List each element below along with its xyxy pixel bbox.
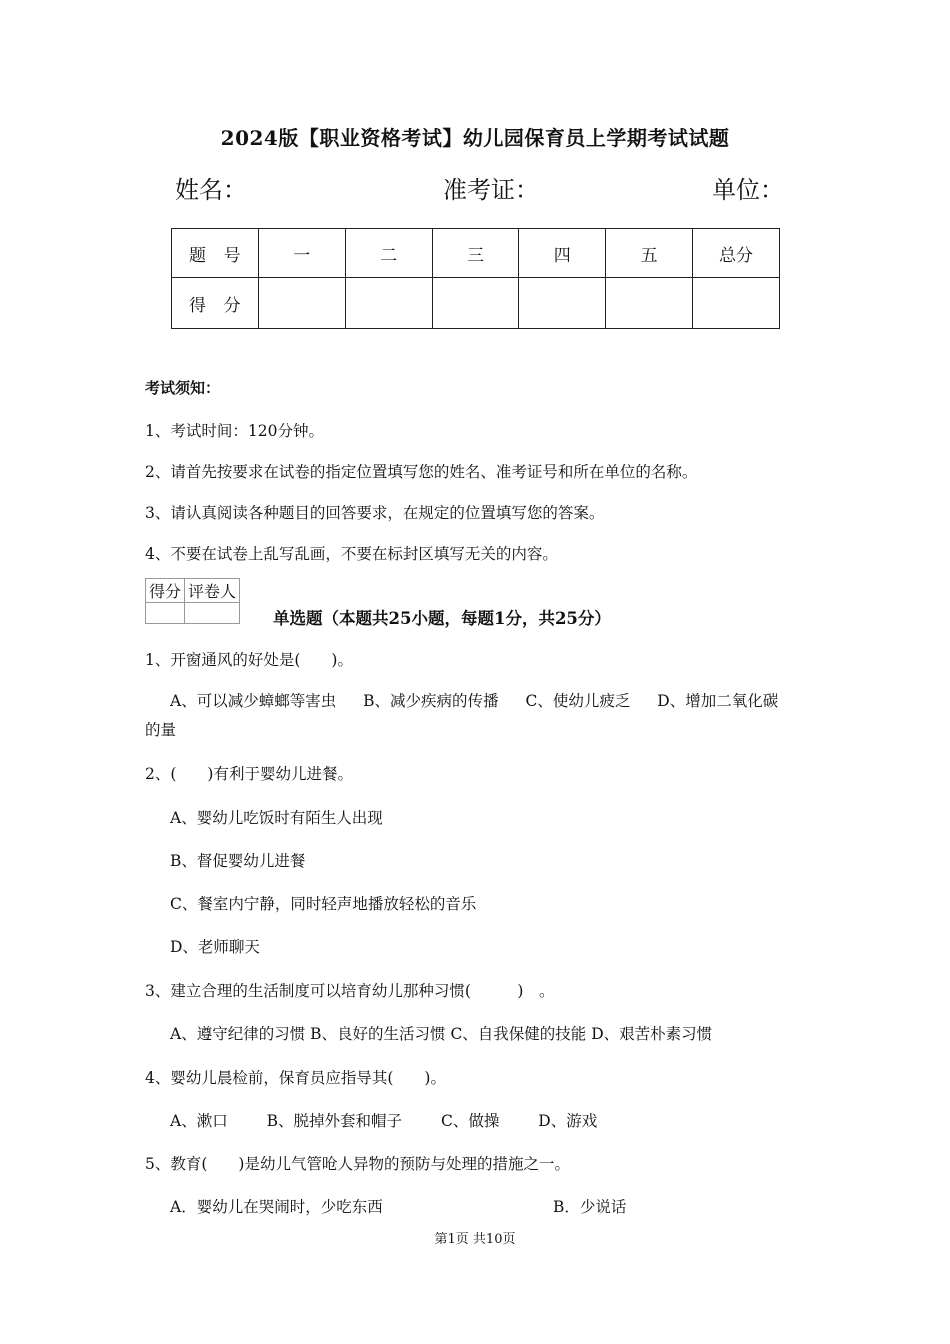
option: D、增加二氧化碳 (657, 692, 779, 710)
grader-box (145, 578, 240, 624)
exam-id-field-label: 准考证： (443, 176, 539, 204)
column-header: 一 (258, 229, 345, 278)
page-footer: 第1页 共10页 (434, 1232, 516, 1247)
score-label: 得 分 (172, 278, 259, 329)
grader-score-label: 得分 (146, 579, 185, 603)
option: A．婴幼儿在哭闹时，少吃东西 (170, 1198, 383, 1216)
question-stem: 3、建立合理的生活制度可以培育幼儿那种习惯( ) 。 (145, 982, 555, 1000)
score-cell (345, 278, 432, 329)
grader-name-cell (185, 603, 240, 624)
score-table (171, 228, 780, 329)
column-header: 三 (432, 229, 519, 278)
score-table-header-row (172, 229, 780, 278)
option: A、婴幼儿吃饭时有陌生人出现 (170, 809, 383, 827)
page-title: 2024版【职业资格考试】幼儿园保育员上学期考试试题 (220, 126, 730, 150)
score-cell (258, 278, 345, 329)
notice-item: 2、请首先按要求在试卷的指定位置填写您的姓名、准考证号和所在单位的名称。 (145, 463, 698, 481)
unit-field-label: 单位： (712, 176, 784, 204)
grader-name-label: 评卷人 (185, 579, 240, 603)
grader-score-cell (146, 603, 185, 624)
score-cell (432, 278, 519, 329)
question-stem: 2、( )有利于婴幼儿进餐。 (145, 765, 353, 783)
question-options (170, 689, 778, 711)
question-options (170, 1109, 597, 1131)
option: D、游戏 (538, 1112, 598, 1130)
column-header-total: 总分 (693, 229, 780, 278)
option: C、使幼儿疲乏 (525, 692, 631, 710)
section-title: 单选题（本题共25小题，每题1分，共25分） (273, 609, 611, 628)
option: C、餐室内宁静，同时轻声地播放轻松的音乐 (170, 895, 477, 913)
score-cell-total (693, 278, 780, 329)
option: D、老师聊天 (170, 938, 260, 956)
question-number-label: 题 号 (172, 229, 259, 278)
question-stem: 5、教育( )是幼儿气管呛人异物的预防与处理的措施之一。 (145, 1155, 570, 1173)
name-field-label: 姓名： (175, 176, 247, 204)
notice-item: 4、不要在试卷上乱写乱画，不要在标封区填写无关的内容。 (145, 545, 558, 563)
score-table-score-row (172, 278, 780, 329)
question-stem: 4、婴幼儿晨检前，保育员应指导其( )。 (145, 1069, 446, 1087)
option: B、督促婴幼儿进餐 (170, 852, 306, 870)
column-header: 五 (606, 229, 693, 278)
column-header: 二 (345, 229, 432, 278)
notice-heading: 考试须知： (145, 379, 221, 397)
score-cell (519, 278, 606, 329)
option: B、减少疾病的传播 (363, 692, 499, 710)
notice-item: 3、请认真阅读各种题目的回答要求，在规定的位置填写您的答案。 (145, 504, 605, 522)
column-header: 四 (519, 229, 606, 278)
question-stem: 1、开窗通风的好处是( )。 (145, 651, 353, 669)
option: C、做操 (440, 1112, 500, 1130)
option-continuation: 的量 (145, 721, 177, 739)
option: A、漱口 (170, 1112, 228, 1130)
score-cell (606, 278, 693, 329)
option: B、脱掉外套和帽子 (266, 1112, 403, 1130)
notice-item: 1、考试时间：120分钟。 (145, 422, 324, 440)
option: A、可以减少蟑螂等害虫 (170, 692, 337, 710)
option: B．少说话 (553, 1198, 627, 1216)
question-options: A、遵守纪律的习惯 B、良好的生活习惯 C、自我保健的技能 D、艰苦朴素习惯 (170, 1025, 713, 1043)
